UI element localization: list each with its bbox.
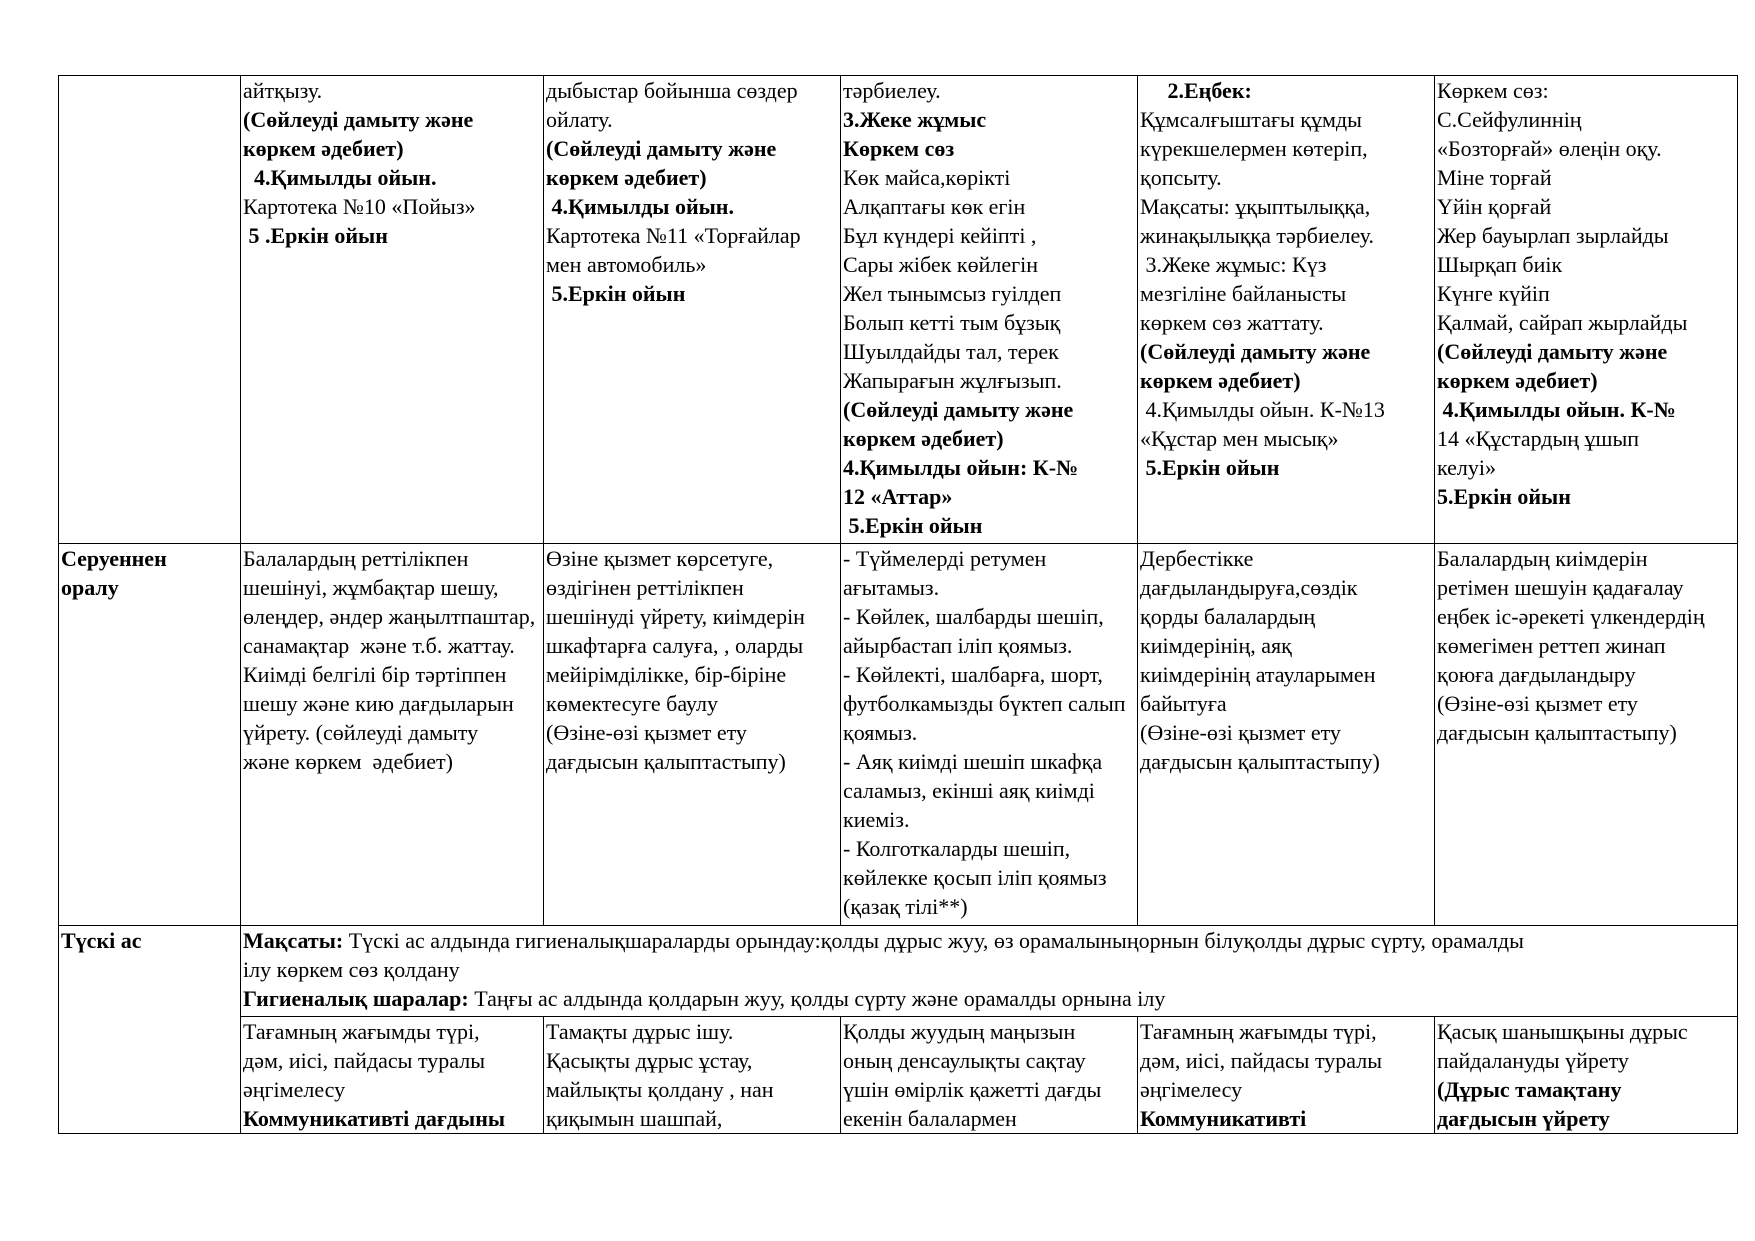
cell-line: 5.Еркін ойын bbox=[1140, 455, 1280, 480]
cell-line: Көркем сөз bbox=[843, 136, 955, 161]
cell-line: Сары жібек көйлегін bbox=[843, 252, 1039, 277]
cell-line: дағдысын қалыптастыпу) bbox=[1437, 720, 1677, 745]
cell-line: Коммуникативті дағдыны bbox=[243, 1106, 506, 1131]
cell-line: 14 «Құстардың ұшып bbox=[1437, 426, 1640, 451]
cell-line: байытуға bbox=[1140, 691, 1227, 716]
cell-line: Картотека №10 «Пойыз» bbox=[243, 194, 476, 219]
cell-line: Тамақты дұрыс ішу. bbox=[546, 1019, 734, 1044]
row-return-walk bbox=[59, 544, 1738, 926]
cell-line: көмегімен реттеп жинап bbox=[1437, 633, 1666, 658]
cell-line: көркем әдебиет) bbox=[843, 426, 1004, 451]
cell-line: 4.Қимылды ойын: К-№ bbox=[843, 455, 1079, 480]
cell-line: (Өзіне-өзі қызмет ету bbox=[546, 720, 747, 745]
cell-line: күрекшелермен көтеріп, bbox=[1140, 136, 1368, 161]
cell-lunch-friday bbox=[1435, 1017, 1738, 1134]
hygiene-line bbox=[243, 984, 1735, 1013]
cell-line: мен автомобиль» bbox=[546, 252, 707, 277]
cell-line: пайдалануды үйрету bbox=[1437, 1048, 1629, 1073]
cell-return-thursday bbox=[1138, 544, 1435, 926]
cell-line: Жапырағын жұлғызып. bbox=[843, 368, 1062, 393]
cell-line: көркем әдебиет) bbox=[1140, 368, 1301, 393]
cell-line: 2.Еңбек: bbox=[1140, 78, 1252, 103]
hygiene-label: Гигиеналық шаралар: bbox=[243, 986, 469, 1011]
cell-return-friday bbox=[1435, 544, 1738, 926]
cell-line: (Сөйлеуді дамыту және bbox=[1437, 339, 1668, 364]
cell-line: «Құстар мен мысық» bbox=[1140, 426, 1339, 451]
cell-line: Қолды жуудың маңызын bbox=[843, 1019, 1076, 1044]
cell-line: әңгімелесу bbox=[1140, 1077, 1243, 1102]
cell-line: 3.Жеке жұмыс: Күз bbox=[1140, 252, 1327, 277]
cell-line: екенін балалармен bbox=[843, 1106, 1017, 1131]
cell-line: - Көйлекті, шалбарға, шорт, bbox=[843, 662, 1103, 687]
cell-line: Алқаптағы көк егін bbox=[843, 194, 1026, 219]
cell-line: дәм, иісі, пайдасы туралы bbox=[1140, 1048, 1382, 1073]
cell-line: оның денсаулықты сақтау bbox=[843, 1048, 1086, 1073]
cell-line: өлеңдер, әндер жаңылтпаштар, bbox=[243, 604, 536, 629]
cell-return-tuesday bbox=[544, 544, 841, 926]
row-activities bbox=[59, 76, 1738, 544]
cell-line: өздігінен реттілікпен bbox=[546, 575, 744, 600]
cell-line: Киімді белгілі бір тәртіппен bbox=[243, 662, 507, 687]
cell-line: Дербестікке bbox=[1140, 546, 1254, 571]
cell-line: санамақтар және т.б. жаттау. bbox=[243, 633, 515, 658]
cell-line: шкафтарға салуға, , оларды bbox=[546, 633, 804, 658]
weekly-plan-table bbox=[58, 75, 1738, 1134]
cell-line: қопсыту. bbox=[1140, 165, 1222, 190]
cell-line: мезгіліне байланысты bbox=[1140, 281, 1347, 306]
cell-line: (Сөйлеуді дамыту және bbox=[843, 397, 1074, 422]
cell-line: Тағамның жағымды түрі, bbox=[1140, 1019, 1377, 1044]
lunch-goal-line: ілу көркем сөз қолдану bbox=[243, 957, 460, 982]
cell-line: мейірімділікке, бір-біріне bbox=[546, 662, 787, 687]
cell-return-monday bbox=[241, 544, 544, 926]
cell-line: келуі» bbox=[1437, 455, 1496, 480]
cell-line: (Сөйлеуді дамыту және bbox=[1140, 339, 1371, 364]
cell-line: 5 .Еркін ойын bbox=[243, 223, 388, 248]
cell-line: Бұл күндері кейіпті , bbox=[843, 223, 1037, 248]
cell-line: тәрбиелеу. bbox=[843, 78, 941, 103]
cell-activities-thursday bbox=[1138, 76, 1435, 544]
cell-line: қоямыз. bbox=[843, 720, 918, 745]
cell-line: Жер бауырлап зырлайды bbox=[1437, 223, 1669, 248]
cell-line: 4.Қимылды ойын. К-№ bbox=[1437, 397, 1676, 422]
cell-line: көркем әдебиет) bbox=[243, 136, 404, 161]
cell-line: Көркем сөз: bbox=[1437, 78, 1549, 103]
cell-line: дағдысын үйрету bbox=[1437, 1106, 1610, 1131]
cell-line: - Көйлек, шалбарды шешіп, bbox=[843, 604, 1104, 629]
cell-line: қоюға дағдыландыру bbox=[1437, 662, 1636, 687]
cell-line: ретімен шешуін қадағалау bbox=[1437, 575, 1684, 600]
cell-line: 3.Жеке жұмыс bbox=[843, 107, 987, 132]
cell-line: 4.Қимылды ойын. К-№13 bbox=[1140, 397, 1385, 422]
cell-line: Шуылдайды тал, терек bbox=[843, 339, 1059, 364]
cell-line: 5.Еркін ойын bbox=[843, 513, 983, 538]
cell-line: Шырқап биік bbox=[1437, 252, 1563, 277]
cell-lunch-wednesday bbox=[841, 1017, 1138, 1134]
cell-activities-wednesday bbox=[841, 76, 1138, 544]
cell-line: дағдыландыруға,сөздік bbox=[1140, 575, 1358, 600]
cell-line: 5.Еркін ойын bbox=[546, 281, 686, 306]
cell-line: әңгімелесу bbox=[243, 1077, 346, 1102]
cell-line: киеміз. bbox=[843, 807, 910, 832]
cell-line: ағытамыз. bbox=[843, 575, 940, 600]
cell-line: Қалмай, сайрап жырлайды bbox=[1437, 310, 1688, 335]
cell-line: дағдысын қалыптастыпу) bbox=[546, 749, 786, 774]
cell-return-wednesday bbox=[841, 544, 1138, 926]
row-lunch-days bbox=[59, 1017, 1738, 1134]
cell-line: (Өзіне-өзі қызмет ету bbox=[1437, 691, 1638, 716]
cell-activities-monday bbox=[241, 76, 544, 544]
cell-line: киімдерінің атауларымен bbox=[1140, 662, 1376, 687]
cell-line: майлықты қолдану , нан bbox=[546, 1077, 774, 1102]
cell-line: Жел тынымсыз гуілдеп bbox=[843, 281, 1062, 306]
cell-line: футболкамызды бүктеп салып bbox=[843, 691, 1126, 716]
cell-line: айырбастап іліп қоямыз. bbox=[843, 633, 1073, 658]
cell-line: 12 «Аттар» bbox=[843, 484, 953, 509]
cell-line: Өзіне қызмет көрсетуге, bbox=[546, 546, 774, 571]
cell-line: Мақсаты: ұқыптылыққа, bbox=[1140, 194, 1371, 219]
cell-line: үшін өмірлік қажетті дағды bbox=[843, 1077, 1102, 1102]
cell-line: «Бозторғай» өлеңін оқу. bbox=[1437, 136, 1662, 161]
cell-activities-friday bbox=[1435, 76, 1738, 544]
cell-line: Балалардың реттілікпен bbox=[243, 546, 469, 571]
cell-line: көмектесуге баулу bbox=[546, 691, 719, 716]
cell-line: 5.Еркін ойын bbox=[1437, 484, 1571, 509]
cell-line: айтқызу. bbox=[243, 78, 323, 103]
cell-line: көркем сөз жаттату. bbox=[1140, 310, 1324, 335]
cell-line: (қазақ тілі**) bbox=[843, 894, 968, 919]
row-label-return-walk bbox=[59, 544, 241, 926]
cell-lunch-thursday bbox=[1138, 1017, 1435, 1134]
cell-line: қиқымын шашпай, bbox=[546, 1106, 723, 1131]
row-lunch-goal bbox=[59, 926, 1738, 1017]
cell-line: дәм, иісі, пайдасы туралы bbox=[243, 1048, 485, 1073]
cell-line: еңбек іс-әрекеті үлкендердің bbox=[1437, 604, 1705, 629]
cell-line: - Аяқ киімді шешіп шкафқа bbox=[843, 749, 1103, 774]
cell-line: көйлекке қосып іліп қоямыз bbox=[843, 865, 1107, 890]
cell-line: - Колготкаларды шешіп, bbox=[843, 836, 1071, 861]
goal-text: Түскі ас алдында гигиеналықшараларды орындау:қолды дұрыс жуу, өз орамалыныңорнын білуқолды дұрыс сүрту, орамалды bbox=[343, 928, 1524, 953]
lunch-goal-line bbox=[243, 926, 1735, 955]
lunch-goal-cell bbox=[241, 926, 1738, 1017]
cell-line: Үйін қорғай bbox=[1437, 194, 1552, 219]
cell-line: жинақылыққа тәрбиелеу. bbox=[1140, 223, 1374, 248]
cell-line: Қасықты дұрыс ұстау, bbox=[546, 1048, 753, 1073]
cell-line: Міне торғай bbox=[1437, 165, 1552, 190]
cell-line: шешінуді үйрету, киімдерін bbox=[546, 604, 805, 629]
cell-line: 4.Қимылды ойын. bbox=[546, 194, 734, 219]
cell-lunch-tuesday bbox=[544, 1017, 841, 1134]
cell-line: және көркем әдебиет) bbox=[243, 749, 453, 774]
cell-line: Балалардың киімдерін bbox=[1437, 546, 1648, 571]
cell-line: Картотека №11 «Торғайлар bbox=[546, 223, 801, 248]
cell-line: үйрету. (сөйлеуді дамыту bbox=[243, 720, 479, 745]
row-label-lunch: Түскі ас bbox=[59, 926, 241, 1134]
cell-line: 4.Қимылды ойын. bbox=[243, 165, 437, 190]
cell-lunch-monday bbox=[241, 1017, 544, 1134]
cell-line: саламыз, екінші аяқ киімді bbox=[843, 778, 1095, 803]
cell-line: ойлату. bbox=[546, 107, 613, 132]
cell-line: дыбыстар бойынша сөздер bbox=[546, 78, 798, 103]
hygiene-text: Таңғы ас алдында қолдарын жуу, қолды сүрту және орамалды орнына ілу bbox=[468, 986, 1166, 1011]
cell-line: (Сөйлеуді дамыту және bbox=[243, 107, 474, 132]
cell-line: - Түймелерді ретумен bbox=[843, 546, 1047, 571]
cell-line: көркем әдебиет) bbox=[546, 165, 707, 190]
cell-line: дағдысын қалыптастыпу) bbox=[1140, 749, 1380, 774]
cell-line: шешу және кию дағдыларын bbox=[243, 691, 514, 716]
cell-line: Қасық шанышқыны дұрыс bbox=[1437, 1019, 1688, 1044]
cell-line: Көк майса,көрікті bbox=[843, 165, 1011, 190]
cell-line: Болып кетті тым бұзық bbox=[843, 310, 1061, 335]
cell-line: С.Сейфулиннің bbox=[1437, 107, 1582, 132]
row-label-activities bbox=[59, 76, 241, 544]
cell-line: көркем әдебиет) bbox=[1437, 368, 1598, 393]
cell-line: Күнге күйіп bbox=[1437, 281, 1550, 306]
cell-line: (Дұрыс тамақтану bbox=[1437, 1077, 1622, 1102]
cell-line: Коммуникативті bbox=[1140, 1106, 1307, 1131]
cell-line: киімдерінің, аяқ bbox=[1140, 633, 1292, 658]
cell-line: Құмсалғыштағы құмды bbox=[1140, 107, 1362, 132]
cell-line: (Сөйлеуді дамыту және bbox=[546, 136, 777, 161]
row-label-line: Серуеннен bbox=[61, 546, 167, 571]
cell-activities-tuesday bbox=[544, 76, 841, 544]
cell-line: шешінуі, жұмбақтар шешу, bbox=[243, 575, 499, 600]
cell-line: қорды балалардың bbox=[1140, 604, 1316, 629]
goal-label: Мақсаты: bbox=[243, 928, 344, 953]
cell-line: (Өзіне-өзі қызмет ету bbox=[1140, 720, 1341, 745]
cell-line: Тағамның жағымды түрі, bbox=[243, 1019, 480, 1044]
row-label-line: оралу bbox=[61, 575, 119, 600]
